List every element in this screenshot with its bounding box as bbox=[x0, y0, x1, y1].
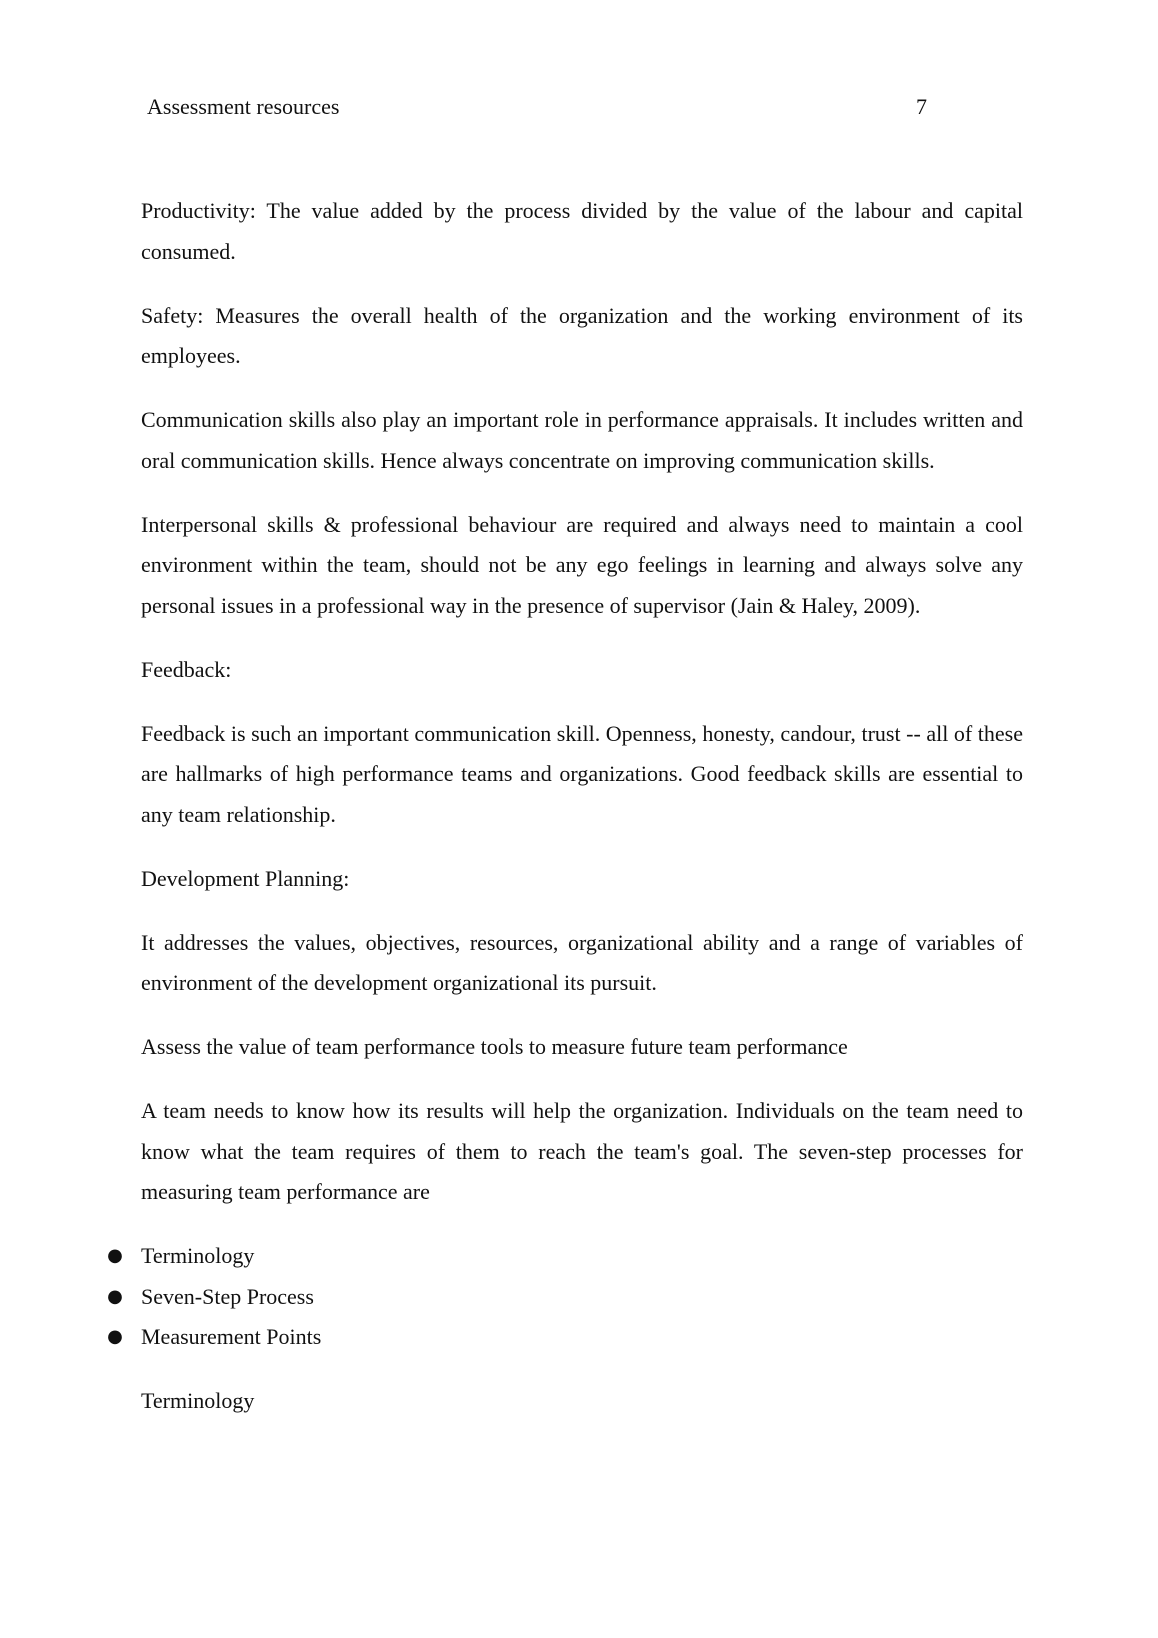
bullet-list bbox=[107, 1236, 1023, 1358]
paragraph-feedback: Feedback is such an important communication skill. Openness, honesty, candour, trust -- all of these are hallmarks of high performance teams and organizations. Good feedback skills are essential to any team relationship. bbox=[141, 720, 1023, 827]
assess-heading: Assess the value of team performance tools to measure future team performance bbox=[141, 1034, 848, 1059]
body-content bbox=[107, 191, 1023, 1445]
paragraph-productivity: Productivity: The value added by the process divided by the value of the labour and capital consumed. bbox=[141, 198, 1023, 264]
paragraph-interpersonal: Interpersonal skills & professional behaviour are required and always need to maintain a cool environment within the team, should not be any ego feelings in learning and always solve any personal issues in a professional way in the presence of supervisor (Jain & Haley, 2009). bbox=[141, 511, 1023, 618]
bullet-icon: ● bbox=[107, 1245, 123, 1266]
feedback-heading: Feedback: bbox=[141, 656, 232, 682]
page-number: 7 bbox=[916, 94, 927, 119]
list-item-text: Seven-Step Process bbox=[141, 1283, 314, 1309]
list-item-text: Measurement Points bbox=[141, 1324, 322, 1349]
list-item-text: Terminology bbox=[141, 1243, 255, 1268]
development-planning-heading: Development Planning: bbox=[141, 865, 350, 891]
running-head-title: Assessment resources bbox=[147, 94, 340, 119]
list-item bbox=[107, 1277, 1023, 1318]
page-header bbox=[147, 90, 927, 124]
terminology-heading: Terminology bbox=[141, 1388, 255, 1413]
paragraph-safety: Safety: Measures the overall health of the organization and the working environment of its employees. bbox=[141, 302, 1023, 368]
bullet-icon: ● bbox=[107, 1285, 123, 1307]
paragraph-development: It addresses the values, objectives, resources, organizational ability and a range of variables of environment of the development organizational its pursuit. bbox=[141, 929, 1023, 995]
bullet-icon: ● bbox=[107, 1326, 123, 1347]
paragraph-team-needs: A team needs to know how its results will help the organization. Individuals on the team need to know what the team requires of them to reach the team's goal. The seven-step processes for measuring team performance are bbox=[141, 1098, 1023, 1204]
paragraph-communication: Communication skills also play an important role in performance appraisals. It includes written and oral communication skills. Hence always concentrate on improving communication skills. bbox=[141, 407, 1023, 473]
list-item bbox=[107, 1236, 1023, 1277]
list-item bbox=[107, 1317, 1023, 1358]
